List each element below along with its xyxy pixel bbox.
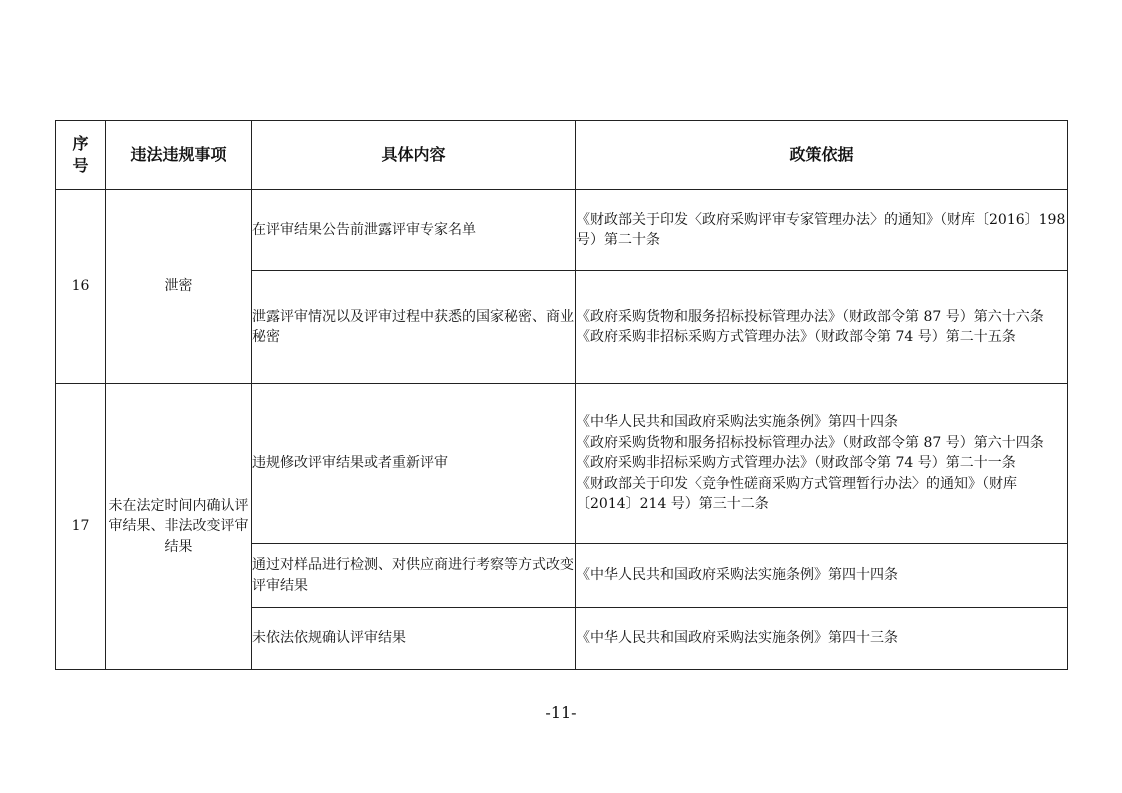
policy-line: 《财政部关于印发〈竞争性磋商采购方式管理暂行办法〉的通知》（财库〔2014〕214 号）第三十二条 [576, 475, 1017, 513]
content-cell: 泄露评审情况以及评审过程中获悉的国家秘密、商业秘密 [252, 271, 576, 384]
policy-cell [576, 544, 1068, 608]
content-cell: 在评审结果公告前泄露评审专家名单 [252, 190, 576, 271]
policy-line: 《中华人民共和国政府采购法实施条例》第四十三条 [576, 630, 898, 647]
row-number: 17 [56, 384, 106, 670]
policy-line: 《政府采购货物和服务招标投标管理办法》（财政部令第 87 号）第六十四条 [576, 434, 1044, 451]
content-cell: 通过对样品进行检测、对供应商进行考察等方式改变评审结果 [252, 544, 576, 608]
policy-line: 《政府采购非招标采购方式管理办法》（财政部令第 74 号）第二十一条 [576, 455, 1016, 472]
header-content: 具体内容 [252, 121, 576, 190]
policy-line: 《中华人民共和国政府采购法实施条例》第四十四条 [576, 567, 898, 584]
violation-item: 泄密 [106, 190, 252, 384]
policy-cell [576, 271, 1068, 384]
page-number: -11- [545, 703, 577, 722]
violations-table [55, 120, 1068, 670]
table-header-row [56, 121, 1068, 190]
content-cell: 未依法依规确认评审结果 [252, 608, 576, 670]
table-row [56, 190, 1068, 271]
policy-cell [576, 190, 1068, 271]
table-row [56, 384, 1068, 544]
policy-cell [576, 608, 1068, 670]
policy-line: 《政府采购非招标采购方式管理办法》（财政部令第 74 号）第二十五条 [576, 329, 1016, 345]
header-seq: 序号 [56, 121, 106, 190]
policy-cell [576, 384, 1068, 544]
header-violation-item: 违法违规事项 [106, 121, 252, 190]
policy-line: 《政府采购货物和服务招标投标管理办法》（财政部令第 87 号）第六十六条 [576, 308, 1044, 325]
content-cell: 违规修改评审结果或者重新评审 [252, 384, 576, 544]
row-number: 16 [56, 190, 106, 384]
policy-line: 《财政部关于印发〈政府采购评审专家管理办法〉的通知》（财库〔2016〕198 号）第二十条 [576, 211, 1066, 248]
header-policy-basis: 政策依据 [576, 121, 1068, 190]
violation-item: 未在法定时间内确认评审结果、非法改变评审结果 [106, 384, 252, 670]
policy-line: 《中华人民共和国政府采购法实施条例》第四十四条 [576, 414, 898, 431]
